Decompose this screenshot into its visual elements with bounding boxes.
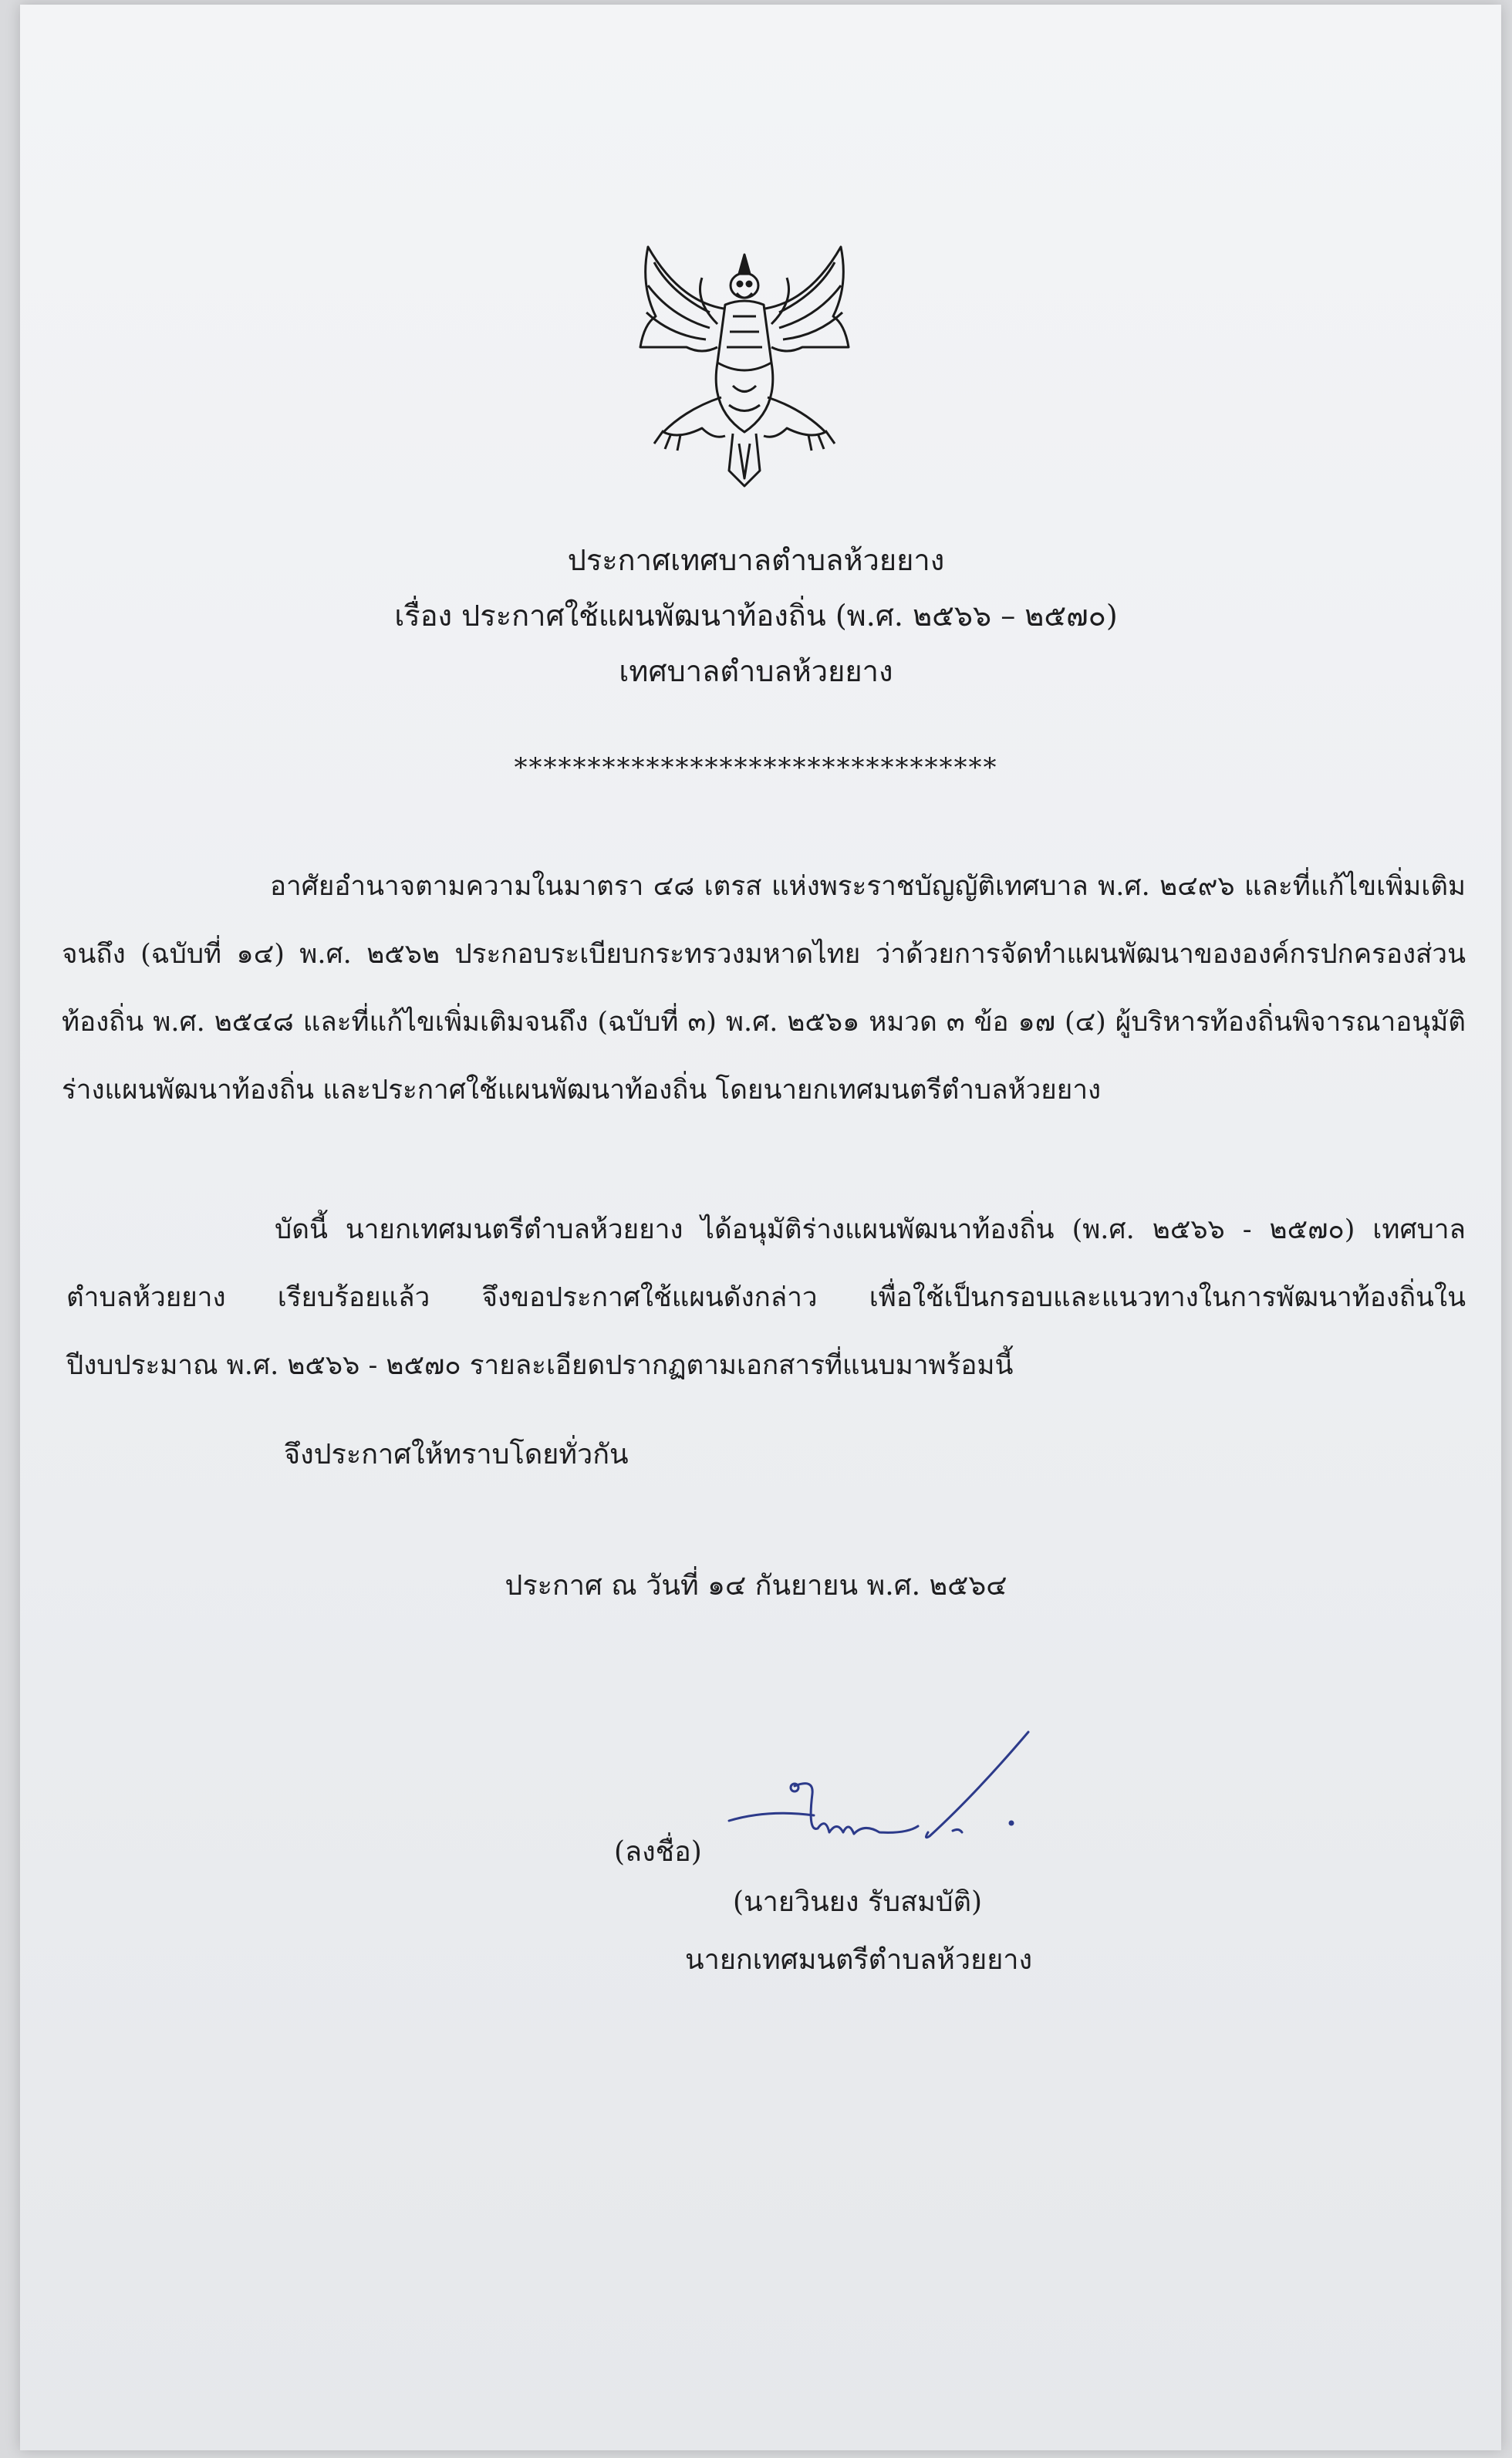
body-paragraph-2 xyxy=(66,1196,1466,1400)
closing-statement: จึงประกาศให้ทราบโดยทั่วกัน xyxy=(284,1439,629,1470)
header-issuer: เทศบาลตำบลห้วยยาง xyxy=(619,654,893,688)
body-paragraph-1 xyxy=(62,853,1466,1124)
signer-title: นายกเทศมนตรีตำบลห้วยยาง xyxy=(685,1944,1033,1976)
signer-name: (นายวินยง รับสมบัติ) xyxy=(733,1886,983,1918)
garuda-emblem-icon xyxy=(617,231,872,494)
document-header xyxy=(0,532,1512,699)
asterisk-separator: ********************************* xyxy=(514,752,998,783)
signature-icon xyxy=(721,1724,1045,1879)
paragraph-1-text: อาศัยอำนาจตามความในมาตรา ๔๘ เตรส แห่งพระราชบัญญัติเทศบาล พ.ศ. ๒๔๙๖ และที่แก้ไขเพิ่มเติมจนถึง (ฉบับที่ ๑๔) พ.ศ. ๒๕๖๒ ประกอบระเบียบกระทรวงมหาดไทย ว่าด้วยการจัดทำแผนพัฒนาขององค์กรปกครองส่วนท้องถิ่น พ.ศ. ๒๕๔๘ และที่แก้ไขเพิ่มเติมจนถึง (ฉบับที่ ๓) พ.ศ. ๒๕๖๑ หมวด ๓ ข้อ ๑๗ (๔) ผู้บริหารท้องถิ่นพิจารณาอนุมัติร่างแผนพัฒนาท้องถิ่น และประกาศใช้แผนพัฒนาท้องถิ่น โดยนายกเทศมนตรีตำบลห้วยยาง xyxy=(62,871,1466,1106)
signature-label: (ลงชื่อ) xyxy=(614,1836,702,1868)
header-title: ประกาศเทศบาลตำบลห้วยยาง xyxy=(567,543,945,577)
header-subject: เรื่อง ประกาศใช้แผนพัฒนาท้องถิ่น (พ.ศ. ๒๕๖๖ – ๒๕๗๐) xyxy=(394,599,1118,633)
announcement-date: ประกาศ ณ วันที่ ๑๔ กันยายน พ.ศ. ๒๕๖๔ xyxy=(505,1570,1007,1602)
paragraph-2-text: บัดนี้ นายกเทศมนตรีตำบลห้วยยาง ได้อนุมัติร่างแผนพัฒนาท้องถิ่น (พ.ศ. ๒๕๖๖ - ๒๕๗๐) เทศบาลตำบลห้วยยาง เรียบร้อยแล้ว จึงขอประกาศใช้แผนดังกล่าว เพื่อใช้เป็นกรอบและแนวทางในการพัฒนาท้องถิ่นในปีงบประมาณ พ.ศ. ๒๕๖๖ - ๒๕๗๐ รายละเอียดปรากฏตามเอกสารที่แนบมาพร้อมนี้ xyxy=(66,1214,1466,1381)
